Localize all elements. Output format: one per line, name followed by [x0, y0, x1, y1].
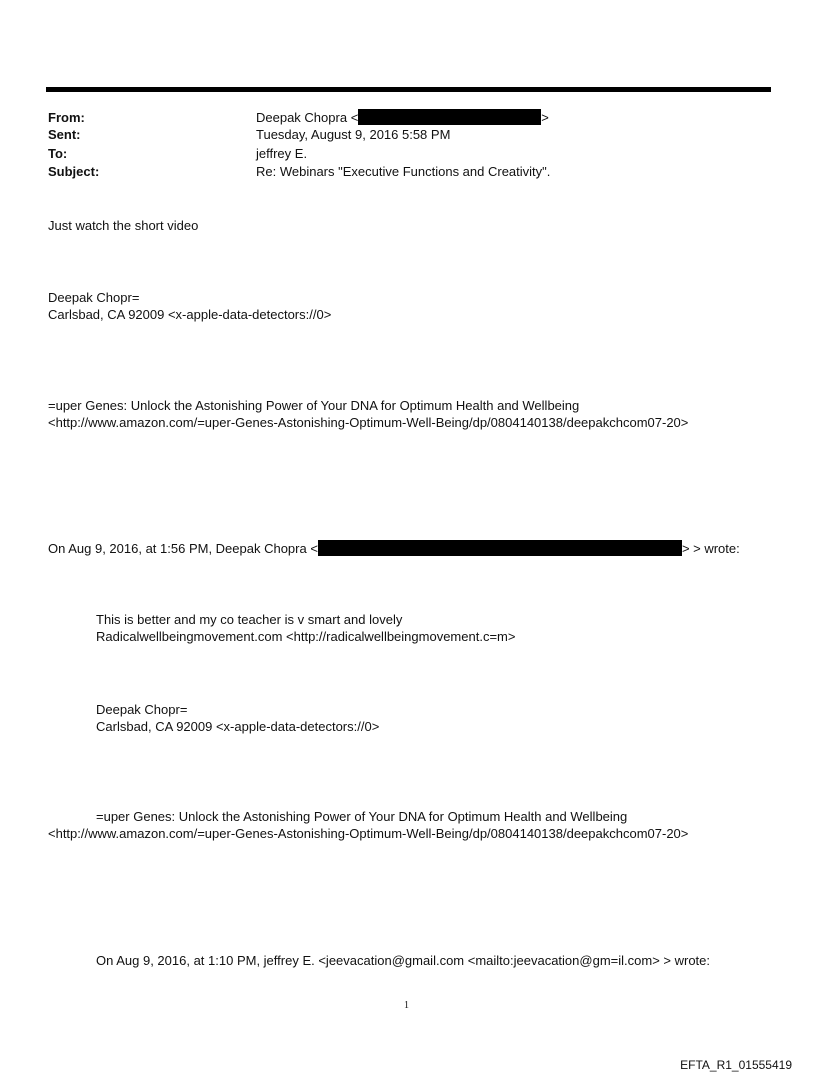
quoted-signature-address: Carlsbad, CA 92009 <x-apple-data-detectors://0> [96, 719, 380, 734]
signature-name: Deepak Chopr= [48, 290, 140, 305]
book-link[interactable]: <http://www.amazon.com/=uper-Genes-Astonishing-Optimum-Well-Being/dp/0804140138/deepakchcom07-20> [48, 415, 689, 430]
quote-header-1-suffix: > > wrote: [681, 541, 740, 556]
from-name: Deepak Chopra [256, 110, 348, 125]
quoted-line: This is better and my co teacher is v smart and lovely [96, 612, 403, 627]
body-line: Just watch the short video [48, 218, 199, 233]
redaction-box [358, 109, 541, 125]
quoted-book-title: =uper Genes: Unlock the Astonishing Power of Your DNA for Optimum Health and Wellbeing [96, 809, 628, 824]
from-value [256, 109, 549, 126]
header-rule [46, 87, 771, 92]
book-title: =uper Genes: Unlock the Astonishing Power of Your DNA for Optimum Health and Wellbeing [48, 398, 580, 413]
signature-address: Carlsbad, CA 92009 <x-apple-data-detectors://0> [48, 307, 332, 322]
to-value: jeffrey E. [256, 146, 308, 161]
quoted-link[interactable]: Radicalwellbeingmovement.com <http://radicalwellbeingmovement.c=m> [96, 629, 516, 644]
from-open-bracket: < [350, 110, 359, 125]
sent-label: Sent: [48, 127, 81, 142]
document-id: EFTA_R1_01555419 [680, 1058, 792, 1072]
from-label: From: [48, 110, 85, 125]
quoted-signature-name: Deepak Chopr= [96, 702, 188, 717]
quote-header-1-prefix: On Aug 9, 2016, at 1:56 PM, Deepak Chopra < [48, 541, 318, 556]
sent-value: Tuesday, August 9, 2016 5:58 PM [256, 127, 451, 142]
quote-header-2: On Aug 9, 2016, at 1:10 PM, jeffrey E. <jeevacation@gmail.com <mailto:jeevacation@gm=il.com> > wrote: [96, 953, 710, 968]
quoted-book-link[interactable]: <http://www.amazon.com/=uper-Genes-Astonishing-Optimum-Well-Being/dp/0804140138/deepakchcom07-20> [48, 826, 689, 841]
to-label: To: [48, 146, 68, 161]
page-number: 1 [404, 1000, 409, 1011]
subject-label: Subject: [48, 164, 100, 179]
subject-value: Re: Webinars "Executive Functions and Creativity". [256, 164, 551, 179]
quote-header-1 [48, 540, 740, 557]
redaction-box [318, 540, 682, 556]
from-close-bracket: > [541, 110, 549, 125]
